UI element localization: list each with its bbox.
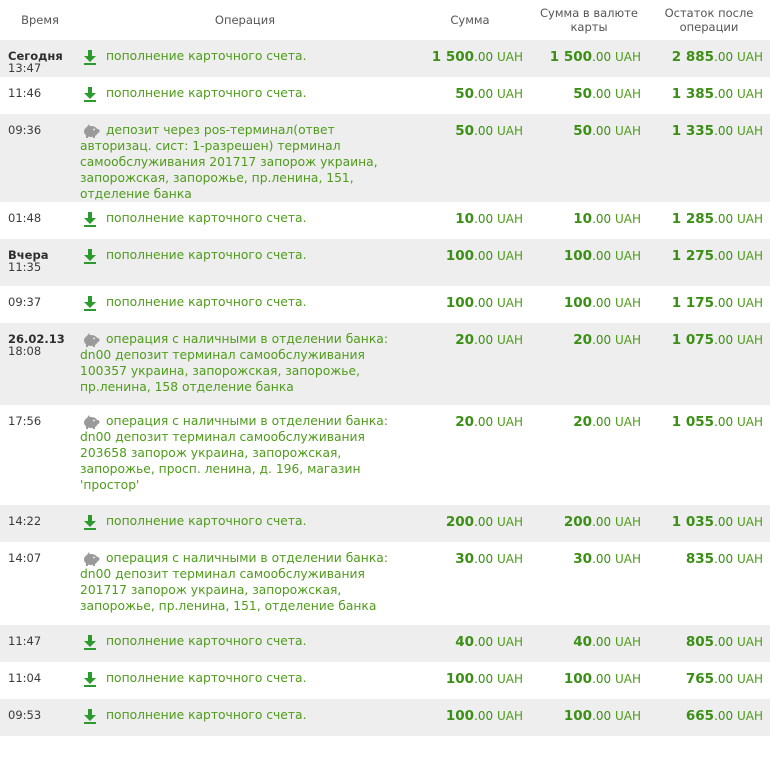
currency-label: UAH — [736, 333, 763, 347]
currency-label: UAH — [614, 415, 641, 429]
time-cell — [0, 323, 80, 405]
table-row — [0, 542, 770, 625]
card-amount-cell — [530, 662, 648, 699]
currency-label: UAH — [736, 249, 763, 263]
time-cell — [0, 114, 80, 202]
table-row — [0, 114, 770, 202]
amount-cell — [410, 699, 530, 736]
currency-label: UAH — [496, 672, 523, 686]
card-amount-cell — [530, 405, 648, 505]
currency-label: UAH — [496, 709, 523, 723]
download-icon — [82, 211, 98, 227]
table-row — [0, 202, 770, 239]
card-amount-cell-value: 40.00 — [573, 634, 612, 650]
amount-cell-value: 1 500.00 — [431, 49, 494, 65]
table-row — [0, 323, 770, 405]
operation-cell — [80, 202, 410, 239]
piggy-bank-icon — [82, 414, 98, 430]
download-icon — [82, 634, 98, 650]
currency-label: UAH — [614, 635, 641, 649]
amount-cell — [410, 323, 530, 405]
amount-cell-value: 40.00 — [455, 634, 494, 650]
currency-label: UAH — [496, 515, 523, 529]
amount-cell — [410, 662, 530, 699]
time-cell — [0, 405, 80, 505]
card-amount-cell — [530, 542, 648, 625]
balance-cell-value: 1 075.00 — [671, 332, 734, 348]
currency-label: UAH — [496, 415, 523, 429]
table-row — [0, 405, 770, 505]
card-amount-cell-value: 10.00 — [573, 211, 612, 227]
table-row — [0, 40, 770, 77]
balance-cell — [648, 40, 770, 77]
amount-cell — [410, 40, 530, 77]
operation-description: пополнение карточного счета. — [106, 248, 307, 262]
time-cell — [0, 662, 80, 699]
currency-label: UAH — [496, 333, 523, 347]
currency-label: UAH — [736, 672, 763, 686]
time-cell — [0, 699, 80, 736]
piggy-bank-icon — [82, 123, 98, 139]
table-header — [0, 0, 770, 40]
currency-label: UAH — [496, 249, 523, 263]
day-label: Сегодня — [8, 49, 63, 63]
balance-cell-value: 1 035.00 — [671, 514, 734, 530]
currency-label: UAH — [614, 124, 641, 138]
time-label: 09:37 — [8, 295, 42, 309]
amount-cell — [410, 202, 530, 239]
balance-cell-value: 805.00 — [685, 634, 734, 650]
currency-label: UAH — [736, 709, 763, 723]
currency-label: UAH — [614, 296, 641, 310]
operation-description: пополнение карточного счета. — [106, 634, 307, 648]
operation-description: пополнение карточного счета. — [106, 211, 307, 225]
currency-label: UAH — [736, 296, 763, 310]
currency-label: UAH — [614, 212, 641, 226]
operation-cell — [80, 505, 410, 542]
card-amount-cell — [530, 505, 648, 542]
card-amount-cell — [530, 323, 648, 405]
balance-cell — [648, 323, 770, 405]
balance-cell-value: 1 055.00 — [671, 414, 734, 430]
currency-label: UAH — [736, 552, 763, 566]
card-amount-cell — [530, 40, 648, 77]
currency-label: UAH — [736, 635, 763, 649]
currency-label: UAH — [614, 672, 641, 686]
balance-cell-value: 1 285.00 — [671, 211, 734, 227]
amount-cell-value: 100.00 — [445, 295, 494, 311]
currency-label: UAH — [496, 635, 523, 649]
amount-cell-value: 100.00 — [445, 248, 494, 264]
currency-label: UAH — [496, 212, 523, 226]
time-label: 11:46 — [8, 86, 42, 100]
currency-label: UAH — [614, 50, 641, 64]
amount-cell-value: 30.00 — [455, 551, 494, 567]
download-icon — [82, 49, 98, 65]
column-header-card-amount: Сумма в валюте карты — [540, 6, 638, 34]
amount-cell — [410, 505, 530, 542]
operation-cell — [80, 542, 410, 625]
download-icon — [82, 86, 98, 102]
card-amount-cell-value: 100.00 — [563, 295, 612, 311]
balance-cell-value: 1 175.00 — [671, 295, 734, 311]
operation-description: пополнение карточного счета. — [106, 295, 307, 309]
balance-cell — [648, 662, 770, 699]
time-cell — [0, 542, 80, 625]
table-row — [0, 699, 770, 736]
column-header-balance: Остаток после операции — [664, 6, 754, 34]
balance-cell — [648, 114, 770, 202]
operation-description: операция с наличными в отделении банка: dn00 депозит терминал самообслуживания 100357 украина, запорожская, запорожье, пр.ленина, 158 отделение банка — [80, 332, 388, 394]
amount-cell — [410, 77, 530, 114]
amount-cell — [410, 542, 530, 625]
balance-cell — [648, 77, 770, 114]
currency-label: UAH — [496, 552, 523, 566]
currency-label: UAH — [736, 415, 763, 429]
operation-description: операция с наличными в отделении банка: dn00 депозит терминал самообслуживания 201717 запорож украина, запорожская, запорожье, пр.ленина, 151, отделение банка — [80, 551, 388, 613]
time-label: 09:53 — [8, 708, 42, 722]
balance-cell — [648, 405, 770, 505]
balance-cell — [648, 202, 770, 239]
amount-cell — [410, 405, 530, 505]
balance-cell-value: 765.00 — [685, 671, 734, 687]
operation-description: пополнение карточного счета. — [106, 86, 307, 100]
balance-cell — [648, 542, 770, 625]
balance-cell-value: 2 885.00 — [671, 49, 734, 65]
card-amount-cell-value: 100.00 — [563, 248, 612, 264]
currency-label: UAH — [614, 249, 641, 263]
currency-label: UAH — [614, 709, 641, 723]
time-label: 01:48 — [8, 211, 42, 225]
amount-cell — [410, 625, 530, 662]
balance-cell-value: 1 335.00 — [671, 123, 734, 139]
operation-description: депозит через pos-терминал(ответ авторизац. сист: 1-разрешен) терминал самообслуживания 201717 запорож украина, запорожская, запорожье, пр.ленина, 151, отделение банка — [80, 123, 378, 201]
card-amount-cell — [530, 114, 648, 202]
operation-description: операция с наличными в отделении банка: dn00 депозит терминал самообслуживания 203658 запорож украина, запорожская, запорожье, просп. ленина, д. 196, магазин 'простор' — [80, 414, 388, 492]
currency-label: UAH — [496, 50, 523, 64]
card-amount-cell — [530, 202, 648, 239]
card-amount-cell — [530, 699, 648, 736]
operation-description: пополнение карточного счета. — [106, 514, 307, 528]
time-label: 14:22 — [8, 514, 42, 528]
download-icon — [82, 708, 98, 724]
balance-cell — [648, 625, 770, 662]
balance-cell — [648, 505, 770, 542]
amount-cell-value: 50.00 — [455, 86, 494, 102]
operation-cell — [80, 662, 410, 699]
operation-cell — [80, 625, 410, 662]
currency-label: UAH — [736, 515, 763, 529]
card-amount-cell-value: 1 500.00 — [549, 49, 612, 65]
operation-description: пополнение карточного счета. — [106, 49, 307, 63]
time-cell — [0, 40, 80, 77]
balance-cell-value: 1 275.00 — [671, 248, 734, 264]
column-header-time: Время — [21, 13, 59, 27]
card-amount-cell-value: 200.00 — [563, 514, 612, 530]
amount-cell-value: 20.00 — [455, 414, 494, 430]
card-amount-cell-value: 100.00 — [563, 708, 612, 724]
operation-description: пополнение карточного счета. — [106, 671, 307, 685]
currency-label: UAH — [496, 124, 523, 138]
time-label: 17:56 — [8, 414, 42, 428]
time-cell — [0, 286, 80, 323]
operation-cell — [80, 323, 410, 405]
currency-label: UAH — [496, 296, 523, 310]
table-row — [0, 239, 770, 286]
table-row — [0, 505, 770, 542]
card-amount-cell — [530, 77, 648, 114]
amount-cell — [410, 286, 530, 323]
card-amount-cell-value: 50.00 — [573, 86, 612, 102]
amount-cell — [410, 114, 530, 202]
card-amount-cell — [530, 286, 648, 323]
currency-label: UAH — [736, 212, 763, 226]
column-header-operation: Операция — [214, 13, 276, 27]
table-row — [0, 662, 770, 699]
time-label: 13:47 — [8, 61, 42, 75]
currency-label: UAH — [736, 87, 763, 101]
operation-cell — [80, 114, 410, 202]
card-amount-cell-value: 100.00 — [563, 671, 612, 687]
day-label: 26.02.13 — [8, 332, 65, 346]
day-label: Вчера — [8, 248, 49, 262]
time-label: 11:04 — [8, 671, 42, 685]
currency-label: UAH — [614, 552, 641, 566]
operation-cell — [80, 699, 410, 736]
card-amount-cell — [530, 625, 648, 662]
operation-cell — [80, 405, 410, 505]
piggy-bank-icon — [82, 551, 98, 567]
operation-cell — [80, 40, 410, 77]
currency-label: UAH — [614, 333, 641, 347]
balance-cell-value: 1 385.00 — [671, 86, 734, 102]
balance-cell-value: 835.00 — [685, 551, 734, 567]
operation-description: пополнение карточного счета. — [106, 708, 307, 722]
time-cell — [0, 239, 80, 286]
amount-cell-value: 100.00 — [445, 708, 494, 724]
time-label: 09:36 — [8, 123, 42, 137]
time-cell — [0, 202, 80, 239]
time-label: 14:07 — [8, 551, 42, 565]
table-row — [0, 77, 770, 114]
balance-cell — [648, 699, 770, 736]
download-icon — [82, 295, 98, 311]
balance-cell-value: 665.00 — [685, 708, 734, 724]
time-cell — [0, 505, 80, 542]
time-label: 18:08 — [8, 344, 42, 358]
card-amount-cell — [530, 239, 648, 286]
operation-cell — [80, 239, 410, 286]
card-amount-cell-value: 30.00 — [573, 551, 612, 567]
time-cell — [0, 625, 80, 662]
amount-cell-value: 20.00 — [455, 332, 494, 348]
currency-label: UAH — [496, 87, 523, 101]
amount-cell — [410, 239, 530, 286]
table-row — [0, 286, 770, 323]
currency-label: UAH — [614, 87, 641, 101]
download-icon — [82, 514, 98, 530]
currency-label: UAH — [614, 515, 641, 529]
operation-cell — [80, 77, 410, 114]
time-label: 11:35 — [8, 260, 42, 274]
balance-cell — [648, 239, 770, 286]
piggy-bank-icon — [82, 332, 98, 348]
amount-cell-value: 100.00 — [445, 671, 494, 687]
column-header-amount: Сумма — [450, 13, 490, 27]
currency-label: UAH — [736, 50, 763, 64]
amount-cell-value: 50.00 — [455, 123, 494, 139]
card-amount-cell-value: 20.00 — [573, 414, 612, 430]
amount-cell-value: 200.00 — [445, 514, 494, 530]
operation-cell — [80, 286, 410, 323]
balance-cell — [648, 286, 770, 323]
download-icon — [82, 671, 98, 687]
card-amount-cell-value: 20.00 — [573, 332, 612, 348]
download-icon — [82, 248, 98, 264]
time-cell — [0, 77, 80, 114]
card-amount-cell-value: 50.00 — [573, 123, 612, 139]
amount-cell-value: 10.00 — [455, 211, 494, 227]
table-row — [0, 625, 770, 662]
time-label: 11:47 — [8, 634, 42, 648]
currency-label: UAH — [736, 124, 763, 138]
